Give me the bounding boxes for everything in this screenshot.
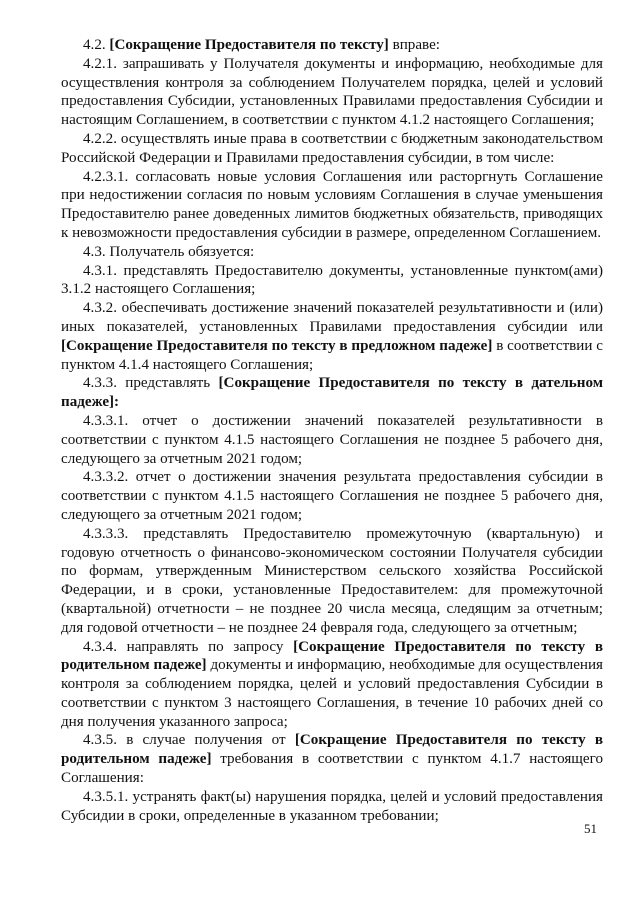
paragraph-text: 4.2.2. осуществлять иные права в соответствии с бюджетным законодательством Российской Федерации и Правилами предоставления субсидии, в том числе: (61, 130, 603, 166)
paragraph (61, 468, 603, 524)
paragraph-text: 4.2. (83, 37, 110, 53)
paragraph-text: 4.3.4. направлять по запросу (83, 638, 294, 655)
paragraph-text: 4.3. Получатель обязуется: (83, 243, 255, 260)
paragraph-text: 4.3.3.2. отчет о достижении значения результата предоставления субсидии в соответствии с пунктом 4.1.5 настоящего Соглашения не позднее 5 рабочего дня, следующего за отчетным 2021 годом; (61, 469, 603, 523)
paragraph (61, 299, 603, 374)
paragraph (61, 168, 603, 243)
paragraph-text: 4.3.3. представлять (83, 375, 219, 392)
placeholder-text: [Сокращение Предоставителя по тексту] (109, 37, 389, 53)
paragraph (61, 731, 603, 787)
placeholder-text: [Сокращение Предоставителя по тексту в предложном падеже] (61, 337, 493, 354)
paragraph (61, 638, 603, 732)
placeholder-text: [Сокращение Предоставителя по тексту в дательном падеже]: (61, 375, 604, 411)
paragraph (61, 36, 603, 55)
paragraph-text: 4.3.1. представлять Предоставителю документы, установленные пунктом(ами) 3.1.2 настоящего Соглашения; (61, 262, 603, 298)
document-body (61, 36, 603, 825)
page-number: 51 (584, 821, 597, 836)
paragraph-text: документы и информацию, необходимые для осуществления контроля за соблюдением порядка, целей и условий предоставления Субсидии в соответствии с пунктом 3 настоящего Соглашения, в течение 10 рабочих дней со дня получения указанного запроса; (61, 657, 603, 730)
paragraph (61, 243, 603, 262)
paragraph (61, 374, 603, 412)
placeholder-text: [Сокращение Предоставителя по тексту в родительном падеже] (61, 638, 603, 674)
paragraph-text: требования в соответствии с пунктом 4.1.7 настоящего Соглашения: (61, 751, 603, 787)
paragraph-text: 4.3.3.3. представлять Предоставителю промежуточную (квартальную) и годовую отчетность о финансово-экономическом состоянии Получателя субсидии по формам, утвержденным Министерством сельского хозяйства Российской Федерации, и в сроки, установленные Предоставителем: для промежуточной (квартальной) отчетности – не позднее 20 числа месяца, следящим за отчетным; для годовой отчетности – не позднее 24 февраля года, следующего за отчетным; (61, 525, 603, 636)
paragraph (61, 525, 603, 638)
paragraph (61, 130, 603, 168)
paragraph-text: 4.2.3.1. согласовать новые условия Соглашения или расторгнуть Соглашение при недостижении согласия по новым условиям Соглашения в случае уменьшения Предоставителю ранее доведенных лимитов бюджетных обязательств, приводящих к невозможности предоставления субсидии в размере, определенном Соглашением. (61, 168, 603, 241)
paragraph (61, 55, 603, 130)
paragraph (61, 412, 603, 468)
placeholder-text: [Сокращение Предоставителя по тексту в родительном падеже] (61, 732, 604, 768)
paragraph (61, 788, 603, 826)
paragraph-text: 4.3.5. в случае получения от (83, 732, 295, 749)
paragraph-text: 4.3.5.1. устранять факт(ы) нарушения порядка, целей и условий предоставления Субсидии в сроки, определенные в указанном требовании; (61, 788, 603, 824)
paragraph-text: 4.2.1. запрашивать у Получателя документы и информацию, необходимые для осуществления контроля за соблюдением Получателем порядка, целей и условий предоставления Субсидии, установленных Правилами предоставления Субсидии и настоящим Соглашением, в соответствии с пунктом 4.1.2 настоящего Соглашения; (61, 55, 603, 129)
paragraph-text: вправе: (388, 37, 440, 53)
paragraph-text: 4.3.3.1. отчет о достижении значений показателей результативности в соответствии с пунктом 4.1.5 настоящего Соглашения не позднее 5 рабочего дня, следующего за отчетным 2021 годом; (61, 412, 603, 467)
paragraph-text: в соответствии с пунктом 4.1.4 настоящего Соглашения; (61, 337, 603, 373)
paragraph (61, 262, 603, 300)
paragraph-text: 4.3.2. обеспечивать достижение значений показателей результативности и (или) иных показателей, установленных Правилами предоставления субсидии или (61, 300, 603, 335)
